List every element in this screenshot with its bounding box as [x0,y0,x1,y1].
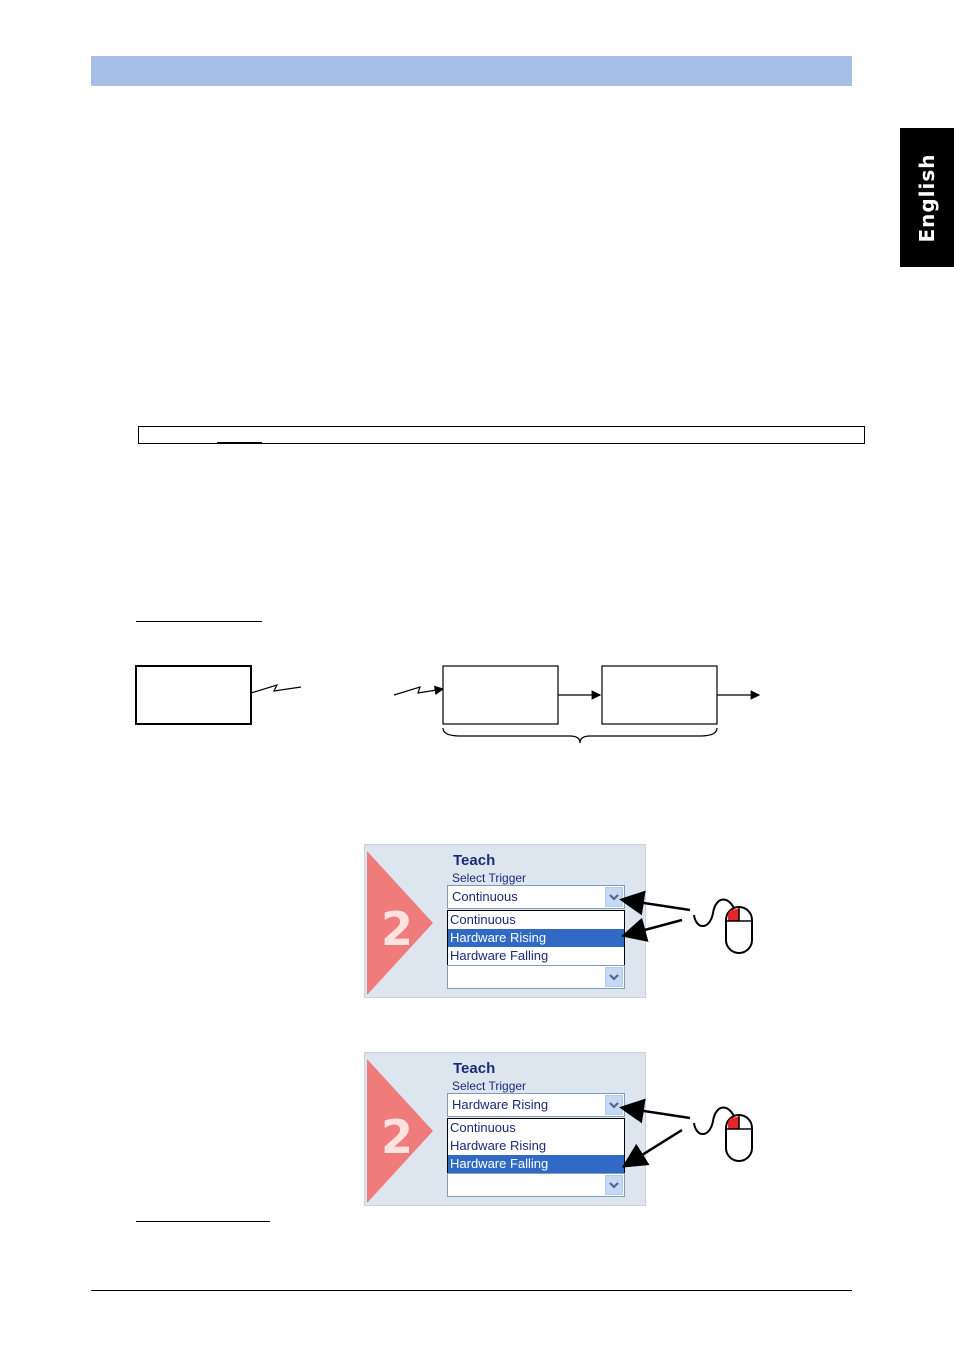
caption-underline [136,1221,270,1222]
secondary-select[interactable] [447,965,625,989]
trigger-select[interactable] [447,885,625,909]
receiver-block [443,666,558,724]
sensor-block [136,666,251,724]
option-continuous[interactable]: Continuous [450,1120,516,1135]
language-tab-label: English [915,152,939,243]
trigger-select-value: Hardware Rising [452,1097,549,1112]
group-brace [443,728,717,743]
wireless-signal-in [394,687,443,695]
trigger-select-value: Continuous [452,889,518,904]
mouse-icon [726,1115,752,1161]
teach-subtitle: Select Trigger [452,1079,527,1093]
option-hardware-rising[interactable]: Hardware Rising [450,1138,547,1153]
section-heading-underline [136,621,262,622]
teach-subtitle: Select Trigger [452,871,527,885]
chevron-down-icon[interactable] [605,967,623,987]
teach-title: Teach [453,852,496,869]
trigger-dropdown-list [447,910,625,966]
option-hardware-falling[interactable]: Hardware Falling [448,1155,624,1173]
block-diagram [130,655,780,750]
footer-rule [91,1290,852,1291]
mouse-icon [726,907,752,953]
trigger-dropdown-list [447,1118,625,1174]
teach-title: Teach [453,1060,496,1077]
note-underline [217,442,262,443]
mouse-pointer-annotation-2 [618,1093,758,1173]
trigger-select[interactable] [447,1093,625,1117]
teach-panel-1 [364,844,646,998]
secondary-select[interactable] [447,1173,625,1197]
processor-block [602,666,717,724]
step-arrow-icon [365,1053,445,1206]
language-tab [900,128,954,267]
option-hardware-falling[interactable]: Hardware Falling [450,948,549,963]
note-box [138,426,865,444]
option-hardware-rising[interactable]: Hardware Rising [448,929,624,947]
teach-panel-2 [364,1052,646,1206]
wireless-signal-out [251,685,301,693]
pointer-arrow-to-option [626,1130,682,1165]
step-number: 2 [381,902,414,956]
mouse-pointer-annotation-1 [618,885,758,960]
option-continuous[interactable]: Continuous [450,912,516,927]
step-arrow-icon [365,845,445,998]
pointer-arrow-to-select [624,900,690,910]
step-number: 2 [381,1110,414,1164]
chevron-down-icon[interactable] [605,1175,623,1195]
pointer-arrow-to-select [624,1108,690,1118]
header-bar [91,56,852,86]
pointer-arrow-to-option [626,920,682,935]
